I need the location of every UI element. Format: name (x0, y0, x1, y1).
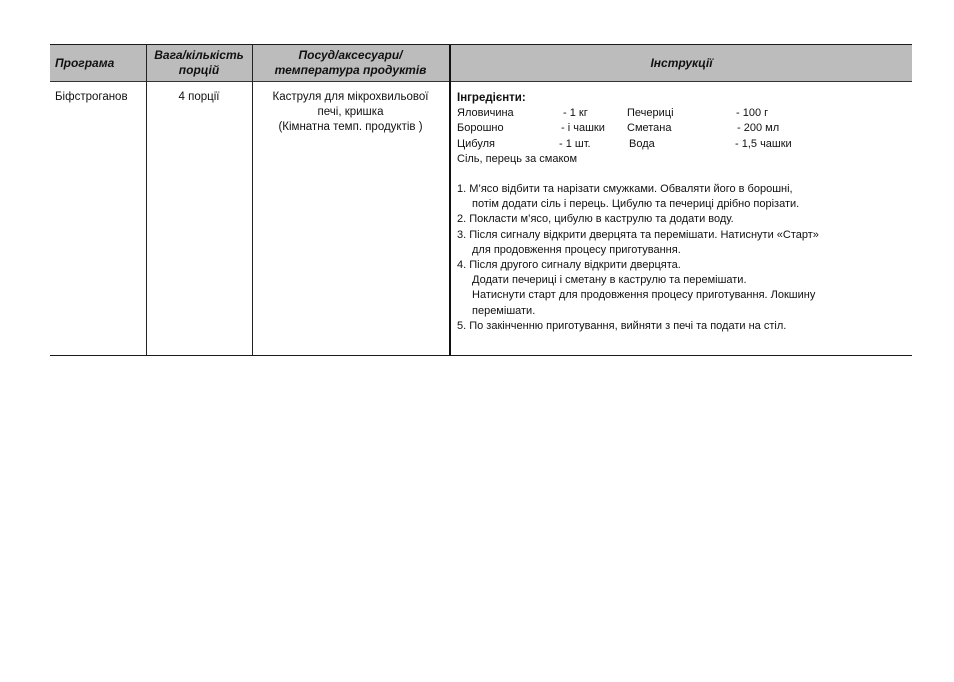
seasoning-line: Сіль, перець за смаком (457, 152, 578, 165)
cell-cookware (252, 90, 449, 135)
header-weight-label (154, 48, 243, 78)
header-program-label: Програма (55, 55, 115, 70)
ingredient-amount: - 200 мл (737, 122, 780, 135)
cookware-line: печі, кришка (317, 106, 384, 118)
header-instructions (451, 45, 912, 81)
ingredient-name: Яловичина (457, 107, 514, 120)
step-line: 5. По закінченню приготування, вийняти з печі та подати на стіл. (457, 319, 787, 332)
ingredient-name: Вода (629, 137, 655, 150)
cell-program: Біфстроганов (55, 91, 128, 103)
step-line: для продовження процесу приготування. (472, 243, 681, 256)
ingredient-amount: - 1 шт. (559, 137, 591, 150)
cookware-line: (Кімнатна темп. продуктів ) (278, 121, 423, 133)
header-cookware-label (275, 48, 427, 78)
ingredient-name: Борошно (457, 122, 504, 135)
header-instructions-label: Інструкції (650, 55, 713, 70)
step-line: 2. Покласти м’ясо, цибулю в каструлю та додати воду. (457, 213, 734, 226)
step-line: 3. Після сигналу відкрити дверцята та перемішати. Натиснути «Старт» (457, 228, 819, 241)
header-cookware-line2: температура продуктів (274, 63, 427, 77)
ingredient-amount: - і чашки (561, 122, 605, 135)
steps-list (457, 182, 905, 334)
step-line: перемішати. (472, 304, 536, 317)
header-weight-line1: Вага/кількість (154, 48, 244, 62)
header-cookware-line1: Посуд/аксесуари/ (298, 48, 403, 62)
step-line: 1. М’ясо відбити та нарізати смужками. Обваляти його в борошні, (457, 182, 793, 195)
step-line: 4. Після другого сигналу відкрити дверцята. (457, 258, 681, 271)
step-line: Додати печериці і сметану в каструлю та перемішати. (472, 274, 747, 287)
ingredient-name: Печериці (627, 107, 674, 120)
header-weight (146, 45, 252, 81)
ingredient-row (457, 106, 905, 121)
ingredient-name: Сметана (627, 122, 672, 135)
step-line: потім додати сіль і перець. Цибулю та печериці дрібно порізати. (472, 198, 800, 211)
step-line: Натиснути старт для продовження процесу приготування. Локшину (472, 289, 816, 302)
recipe-table (50, 44, 912, 356)
ingredient-amount: - 1,5 чашки (735, 137, 792, 150)
ingredients-title: Інгредієнти: (457, 92, 526, 104)
header-program (50, 45, 146, 81)
cell-weight: 4 порції (178, 91, 220, 103)
ingredient-row (457, 137, 905, 152)
column-divider (449, 45, 451, 355)
ingredient-amount: - 100 г (736, 107, 769, 120)
ingredient-amount: - 1 кг (563, 107, 588, 120)
header-cookware (252, 45, 449, 81)
ingredient-name: Цибуля (457, 137, 495, 150)
ingredient-row (457, 121, 905, 136)
cell-instructions (457, 91, 905, 334)
cookware-line: Каструля для мікрохвильової (272, 91, 429, 103)
header-weight-line2: порцій (178, 63, 220, 77)
